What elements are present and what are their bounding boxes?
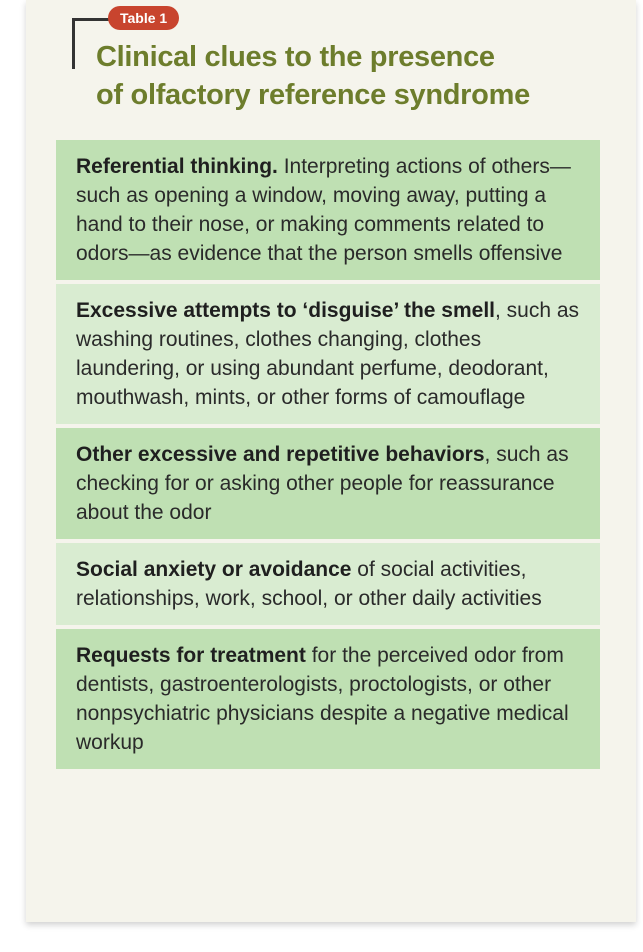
clue-heading: Social anxiety or avoidance — [76, 558, 352, 581]
clue-text: , such as checking for or asking other people for reassurance about the odor — [76, 443, 569, 524]
clue-row-social-anxiety — [56, 543, 600, 625]
clue-heading: Other excessive and repetitive behaviors — [76, 443, 485, 466]
clue-heading: Excessive attempts to ‘disguise’ the smell — [76, 299, 496, 322]
clue-row-disguise-smell — [56, 284, 600, 424]
title-line-1: Clinical clues to the presence — [96, 41, 495, 73]
clue-text: of social activities, relationships, work, school, or other daily activities — [76, 558, 542, 610]
title-line-2: of olfactory reference syndrome — [96, 79, 530, 111]
table-label-badge: Table 1 — [108, 6, 179, 30]
clue-row-repetitive-behaviors — [56, 428, 600, 539]
clue-text: for the perceived odor from dentists, gastroenterologists, proctologists, or other nonpsychiatric physicians despite a negative medical workup — [76, 644, 569, 754]
clue-heading: Requests for treatment — [76, 644, 306, 667]
clue-row-treatment-requests — [56, 629, 600, 769]
clue-text: , such as washing routines, clothes changing, clothes laundering, or using abundant perfume, deodorant, mouthwash, mints, or other forms of camouflage — [76, 299, 580, 409]
clue-text: Interpreting actions of others—such as opening a window, moving away, putting a hand to their nose, or making comments related to odors—as evidence that the person smells offensive — [76, 155, 571, 265]
clue-heading: Referential thinking. — [76, 155, 278, 178]
table-title — [96, 38, 616, 114]
clues-list — [56, 140, 600, 773]
clue-row-referential-thinking — [56, 140, 600, 280]
